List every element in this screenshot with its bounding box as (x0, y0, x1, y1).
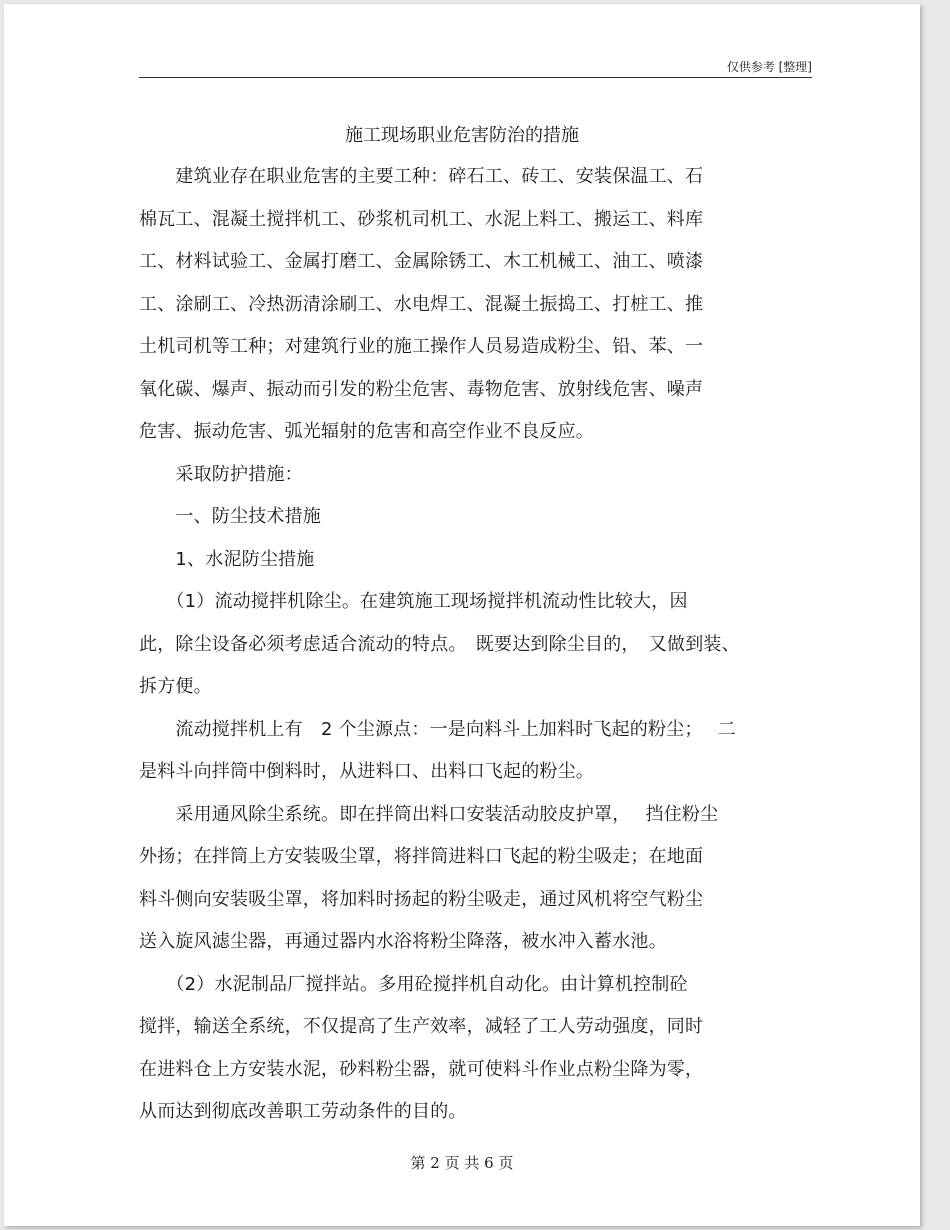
body-line: 土机司机等工种；对建筑行业的施工操作人员易造成粉尘、铅、苯、一 (139, 336, 704, 357)
body-line: 在进料仓上方安装水泥，砂料粉尘器，就可使料斗作业点粉尘降为零， (139, 1058, 704, 1080)
body-line: 氧化碳、爆声、振动而引发的粉尘危害、毒物危害、放射线危害、噪声 (139, 378, 704, 400)
body-line: 棉瓦工、混凝土搅拌机工、砂浆机司机工、水泥上料工、搬运工、料库 (139, 208, 704, 230)
body-line: 建筑业存在职业危害的主要工种：碎石工、砖工、安装保温工、石 (139, 166, 704, 187)
body-line: 是料斗向拌筒中倒料时，从进料口、出料口飞起的粉尘。 (139, 761, 594, 782)
body-line: 送入旋风滤尘器，再通过器内水浴将粉尘降落，被水冲入蓄水池。 (139, 931, 667, 952)
body-line: 料斗侧向安装吸尘罩，将加料时扬起的粉尘吸走，通过风机将空气粉尘 (139, 888, 704, 910)
header-note: 仅供参考 [整理] (726, 60, 812, 74)
document-page (4, 4, 920, 1226)
body-line: 流动搅拌机上有 2 个尘源点：一是向料斗上加料时飞起的粉尘； 二 (139, 718, 736, 740)
body-line: 采取防护措施： (139, 463, 303, 485)
header-divider (139, 77, 812, 78)
body-line: 此，除尘设备必须考虑适合流动的特点。 既要达到除尘目的， 又做到装、 (139, 633, 740, 655)
body-line: 从而达到彻底改善职工劳动条件的目的。 (139, 1101, 467, 1122)
body-line: 搅拌，输送全系统，不仅提高了生产效率，减轻了工人劳动强度，同时 (139, 1016, 704, 1037)
body-line: 工、材料试验工、金属打磨工、金属除锈工、木工机械工、油工、喷漆 (139, 251, 704, 272)
body-line: 采用通风除尘系统。即在拌筒出料口安装活动胶皮护罩， 挡住粉尘 (139, 803, 719, 825)
document-title: 施工现场职业危害防治的措施 (345, 125, 579, 146)
body-line: （1）流动搅拌机除尘。在建筑施工现场搅拌机流动性比较大，因 (139, 591, 688, 612)
body-line: 危害、振动危害、弧光辐射的危害和高空作业不良反应。 (139, 421, 594, 442)
body-line: 一、防尘技术措施 (139, 506, 321, 527)
document-body (139, 156, 819, 1134)
body-line: （2）水泥制品厂搅拌站。多用砼搅拌机自动化。由计算机控制砼 (139, 973, 688, 995)
page-number-footer: 第 2 页 共 6 页 (410, 1154, 514, 1172)
body-line: 1、水泥防尘措施 (139, 548, 315, 570)
body-line: 拆方便。 (139, 676, 212, 697)
body-line: 外扬；在拌筒上方安装吸尘罩，将拌筒进料口飞起的粉尘吸走；在地面 (139, 846, 704, 867)
body-line: 工、涂刷工、冷热沥清涂刷工、水电焊工、混凝土振捣工、打桩工、推 (139, 293, 704, 315)
